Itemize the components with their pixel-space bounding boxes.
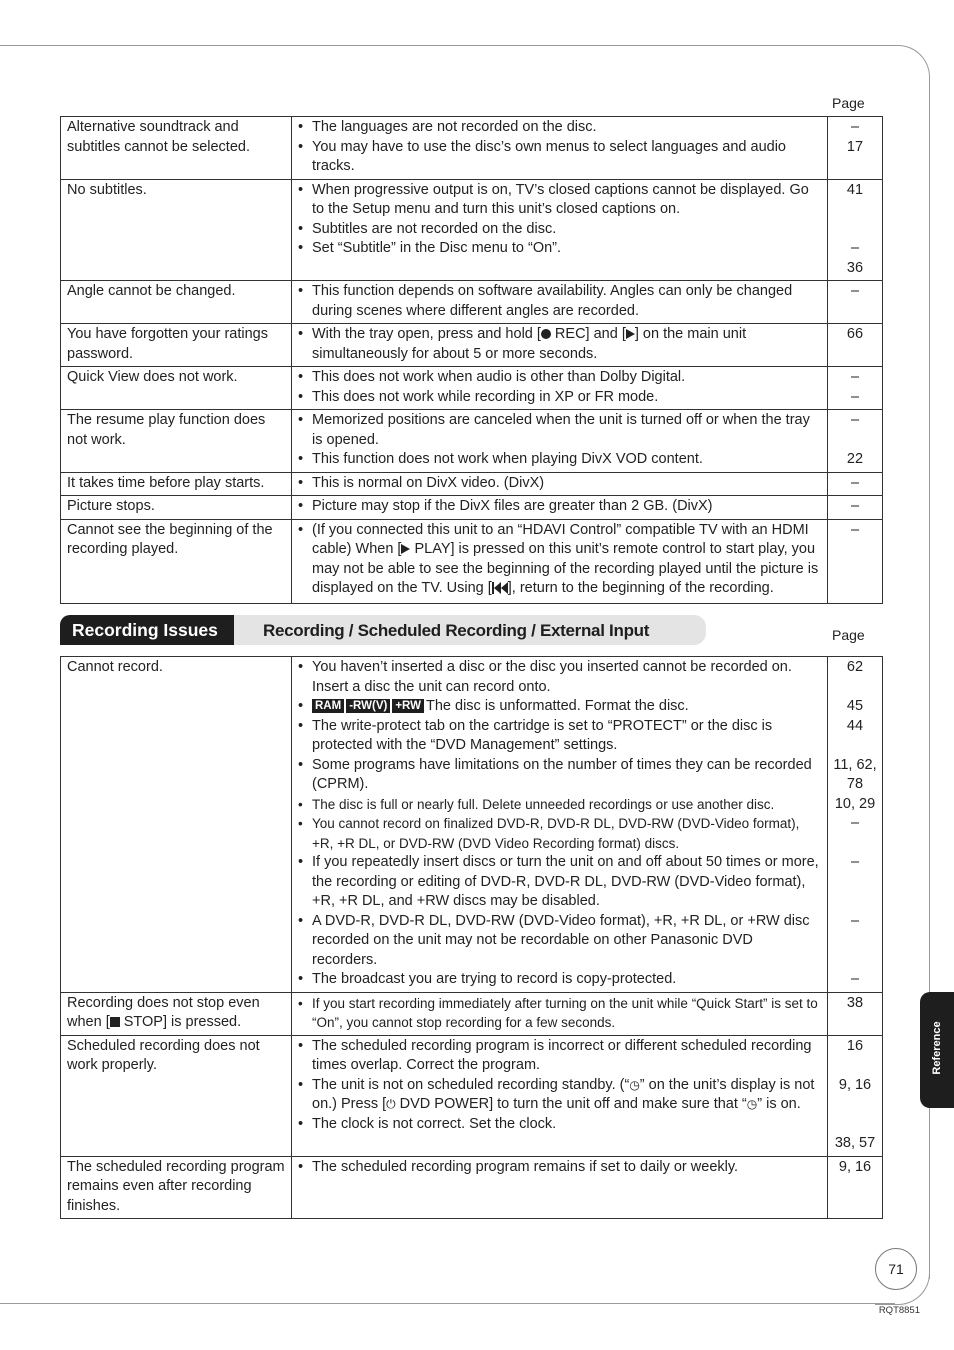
table-row bbox=[61, 657, 883, 993]
page-ref: – bbox=[850, 971, 860, 987]
page-ref bbox=[830, 200, 880, 220]
remedy-item: • A DVD-R, DVD-R DL, DVD-RW (DVD-Video format), +R, +R DL, or +RW disc recorded on the unit may not be recordable on other Panasonic DVD recorders. bbox=[298, 912, 821, 971]
page-ref-cell bbox=[828, 117, 883, 180]
page-ref-cell bbox=[828, 992, 883, 1035]
problem-cell: Cannot see the beginning of the recording played. bbox=[61, 519, 292, 603]
remedy-item: • The broadcast you are trying to record is copy-protected. bbox=[298, 970, 821, 990]
remedy-cell bbox=[292, 657, 828, 993]
remedy-cell bbox=[292, 1035, 828, 1156]
problem-cell: Picture stops. bbox=[61, 496, 292, 520]
page-ref: – bbox=[850, 369, 860, 385]
page-number: 71 bbox=[875, 1248, 917, 1290]
remedy-text: DVD POWER] to turn the unit off and make sure that “ bbox=[395, 1096, 747, 1112]
page-ref-cell bbox=[828, 179, 883, 281]
page-ref: – bbox=[850, 498, 860, 514]
page-ref-cell bbox=[828, 367, 883, 410]
page-ref bbox=[830, 736, 880, 756]
remedy-item: • You may have to use the disc’s own menus to select languages and audio tracks. bbox=[298, 138, 821, 177]
remedy-cell bbox=[292, 367, 828, 410]
problem-cell: The scheduled recording program remains even after recording finishes. bbox=[61, 1156, 292, 1219]
remedy-item: • The scheduled recording program is incorrect or different scheduled recording times overlap. Correct the program. bbox=[298, 1037, 821, 1076]
page-ref-cell bbox=[828, 324, 883, 367]
remedy-text: ” on the unit’s display is not on.) Press [ bbox=[312, 1076, 815, 1112]
page-ref: – bbox=[850, 283, 860, 299]
page-ref-cell bbox=[828, 657, 883, 993]
rec-dot-icon bbox=[541, 329, 551, 339]
table-row bbox=[61, 992, 883, 1035]
page-ref bbox=[830, 1056, 880, 1076]
remedy-item: • The disc is full or nearly full. Delete unneeded recordings or use another disc. bbox=[298, 795, 821, 815]
page-ref: 62 bbox=[846, 659, 864, 675]
side-tab-reference[interactable] bbox=[920, 992, 954, 1108]
page-ref bbox=[830, 892, 880, 912]
table-row bbox=[61, 324, 883, 367]
table-row bbox=[61, 519, 883, 603]
problem-cell: The resume play function does not work. bbox=[61, 410, 292, 473]
page-ref bbox=[830, 1115, 880, 1135]
problem-text: STOP] is pressed. bbox=[119, 1014, 242, 1030]
remedy-cell bbox=[292, 324, 828, 367]
table-row bbox=[61, 472, 883, 496]
page-ref: 9, 16 bbox=[838, 1076, 872, 1093]
remedy-item: • This does not work while recording in XP or FR mode. bbox=[298, 388, 821, 408]
remedy-item: • This does not work when audio is other than Dolby Digital. bbox=[298, 368, 821, 388]
disc-type-badge: +RW bbox=[392, 699, 424, 713]
remedy-cell bbox=[292, 992, 828, 1035]
page-ref-cell bbox=[828, 410, 883, 473]
problem-text: Recording does not stop even when [ bbox=[67, 994, 260, 1030]
remedy-text: ] on the main unit simultaneously for about 5 or more seconds. bbox=[312, 326, 747, 362]
page-ref-cell bbox=[828, 1156, 883, 1219]
remedy-item: • If you start recording immediately after turning on the unit while “Quick Start” is set to “On”, you cannot stop recording for a few seconds. bbox=[298, 994, 821, 1033]
table-row bbox=[61, 367, 883, 410]
page-ref: – bbox=[850, 412, 860, 428]
remedy-item: • You cannot record on finalized DVD-R, DVD-R DL, DVD-RW (DVD-Video format), +R, +R DL, or DVD-RW (DVD Video Recording format) discs. bbox=[298, 814, 821, 853]
page-ref-cell bbox=[828, 496, 883, 520]
remedy-cell bbox=[292, 410, 828, 473]
problem-cell: Cannot record. bbox=[61, 657, 292, 993]
page-column-label: Page bbox=[832, 95, 865, 111]
table-row bbox=[61, 496, 883, 520]
page-ref bbox=[830, 834, 880, 854]
page-ref: – bbox=[850, 474, 860, 491]
page-ref: 44 bbox=[846, 717, 864, 734]
page-ref: 11, 62, bbox=[833, 756, 877, 773]
section-title: Recording / Scheduled Recording / External Input bbox=[263, 621, 650, 640]
timer-clock-icon: ◷ bbox=[629, 1077, 640, 1092]
table-row bbox=[61, 281, 883, 324]
remedy-item bbox=[298, 325, 821, 364]
remedy-item: • Set “Subtitle” in the Disc menu to “On”. bbox=[298, 239, 821, 259]
problem-cell: It takes time before play starts. bbox=[61, 472, 292, 496]
page-ref bbox=[830, 931, 880, 951]
page-column-label: Page bbox=[832, 627, 865, 643]
remedy-text: PLAY] is pressed on this unit’s remote control to start play, you may not be able to see the beginning of the recording played until the picture is displayed on the TV. Using [ bbox=[312, 541, 819, 596]
remedy-text: ], return to the beginning of the recording. bbox=[507, 580, 774, 596]
remedy-cell bbox=[292, 496, 828, 520]
problem-cell: You have forgotten your ratings password. bbox=[61, 324, 292, 367]
table-row bbox=[61, 179, 883, 281]
problem-cell: No subtitles. bbox=[61, 179, 292, 281]
remedy-item: • If you repeatedly insert discs or turn the unit on and off about 50 times or more, the recording or editing of DVD-R, DVD-R DL, DVD-RW (DVD-Video format), +R, +R DL, and +RW discs may be disabled. bbox=[298, 853, 821, 912]
remedy-item: • Subtitles are not recorded on the disc. bbox=[298, 220, 821, 240]
remedy-text: With the tray open, press and hold [ bbox=[312, 326, 541, 342]
page-ref: – bbox=[850, 521, 860, 538]
skip-back-icon bbox=[492, 581, 508, 601]
page-ref bbox=[830, 678, 880, 698]
page-ref bbox=[830, 873, 880, 893]
remedy-item bbox=[298, 1076, 821, 1115]
page-ref: – bbox=[850, 388, 860, 405]
page-ref: – bbox=[850, 240, 860, 256]
remedy-cell bbox=[292, 281, 828, 324]
problem-cell: Angle cannot be changed. bbox=[61, 281, 292, 324]
remedy-item: • The clock is not correct. Set the clock. bbox=[298, 1115, 821, 1135]
remedy-item: • Picture may stop if the DivX files are greater than 2 GB. (DivX) bbox=[298, 497, 821, 517]
problem-cell: Alternative soundtrack and subtitles cannot be selected. bbox=[61, 117, 292, 180]
page-ref bbox=[830, 220, 880, 240]
table-row bbox=[61, 1035, 883, 1156]
remedy-item: • You haven’t inserted a disc or the disc you inserted cannot be recorded on. Insert a disc the unit can record onto. bbox=[298, 658, 821, 697]
remedy-cell bbox=[292, 179, 828, 281]
remedy-text: ” is on. bbox=[757, 1096, 801, 1112]
page-ref: 41 bbox=[846, 181, 864, 198]
remedy-item bbox=[298, 697, 821, 717]
problem-cell: Scheduled recording does not work properly. bbox=[61, 1035, 292, 1156]
page-ref: 45 bbox=[846, 698, 864, 714]
side-tab-label: Reference bbox=[931, 1021, 943, 1075]
page-ref: 17 bbox=[846, 138, 864, 155]
page-ref: 78 bbox=[846, 776, 864, 792]
remedy-item: • This function does not work when playing DivX VOD content. bbox=[298, 450, 821, 470]
page-ref bbox=[830, 951, 880, 971]
page-ref-cell bbox=[828, 519, 883, 603]
page-frame-bottom bbox=[0, 1303, 895, 1304]
page-ref: 22 bbox=[846, 451, 864, 467]
table-row bbox=[61, 117, 883, 180]
page-ref bbox=[830, 1095, 880, 1115]
page-ref: 66 bbox=[846, 326, 864, 342]
problem-cell bbox=[61, 992, 292, 1035]
remedy-item: • The write-protect tab on the cartridge is set to “PROTECT” or the disc is protected with the “DVD Management” settings. bbox=[298, 717, 821, 756]
disc-type-badge: RAM bbox=[312, 699, 344, 713]
remedy-item: • The scheduled recording program remains if set to daily or weekly. bbox=[298, 1158, 821, 1178]
page-ref: – bbox=[850, 854, 860, 870]
remedy-item: • This function depends on software availability. Angles can only be changed during scenes where different angles are recorded. bbox=[298, 282, 821, 321]
page-ref: – bbox=[850, 912, 860, 929]
page-ref-cell bbox=[828, 281, 883, 324]
page-ref: – bbox=[850, 815, 860, 831]
remedy-item bbox=[298, 521, 821, 601]
remedy-cell bbox=[292, 117, 828, 180]
page-ref: 38 bbox=[846, 994, 864, 1011]
remedy-item: • Memorized positions are canceled when the unit is turned off or when the tray is opened. bbox=[298, 411, 821, 450]
page-ref-cell bbox=[828, 1035, 883, 1156]
table-row bbox=[61, 1156, 883, 1219]
troubleshooting-table-playback bbox=[60, 116, 883, 604]
remedy-item: • When progressive output is on, TV’s closed captions cannot be displayed. Go to the Setup menu and turn this unit’s closed captions on. bbox=[298, 181, 821, 220]
remedy-cell bbox=[292, 1156, 828, 1219]
remedy-item: • This is normal on DivX video. (DivX) bbox=[298, 474, 821, 494]
page-ref: – bbox=[850, 119, 860, 135]
remedy-text: The unit is not on scheduled recording standby. (“ bbox=[312, 1076, 630, 1093]
remedy-text: The disc is unformatted. Format the disc. bbox=[426, 698, 689, 714]
timer-clock-icon: ◷ bbox=[746, 1097, 758, 1111]
remedy-text: REC] and [ bbox=[550, 326, 626, 342]
stop-icon bbox=[110, 1017, 120, 1027]
page-ref: 9, 16 bbox=[838, 1158, 872, 1175]
page-ref bbox=[830, 431, 880, 451]
disc-type-badge: -RW(V) bbox=[346, 699, 390, 713]
remedy-item: • The languages are not recorded on the disc. bbox=[298, 118, 821, 138]
section-tab-recording-issues: Recording Issues bbox=[60, 615, 234, 645]
remedy-item: • Some programs have limitations on the number of times they can be recorded (CPRM). bbox=[298, 756, 821, 795]
page-ref: 16 bbox=[846, 1037, 864, 1054]
table-row bbox=[61, 410, 883, 473]
page-ref: 10, 29 bbox=[834, 795, 876, 812]
problem-cell: Quick View does not work. bbox=[61, 367, 292, 410]
page-frame-top bbox=[0, 45, 895, 46]
remedy-cell bbox=[292, 472, 828, 496]
document-code: RQT8851 bbox=[878, 1305, 920, 1316]
troubleshooting-table-recording bbox=[60, 656, 883, 1219]
remedy-cell bbox=[292, 519, 828, 603]
power-icon: ⏻ bbox=[386, 1097, 396, 1111]
play-icon bbox=[626, 329, 635, 339]
remedy-text: (If you connected this unit to an “HDAVI Control” compatible TV with an HDMI cable) When [ bbox=[312, 521, 809, 557]
page-ref-cell bbox=[828, 472, 883, 496]
page-ref: 36 bbox=[846, 259, 864, 276]
page-frame-corner bbox=[875, 45, 930, 100]
page-ref: 38, 57 bbox=[834, 1135, 876, 1151]
